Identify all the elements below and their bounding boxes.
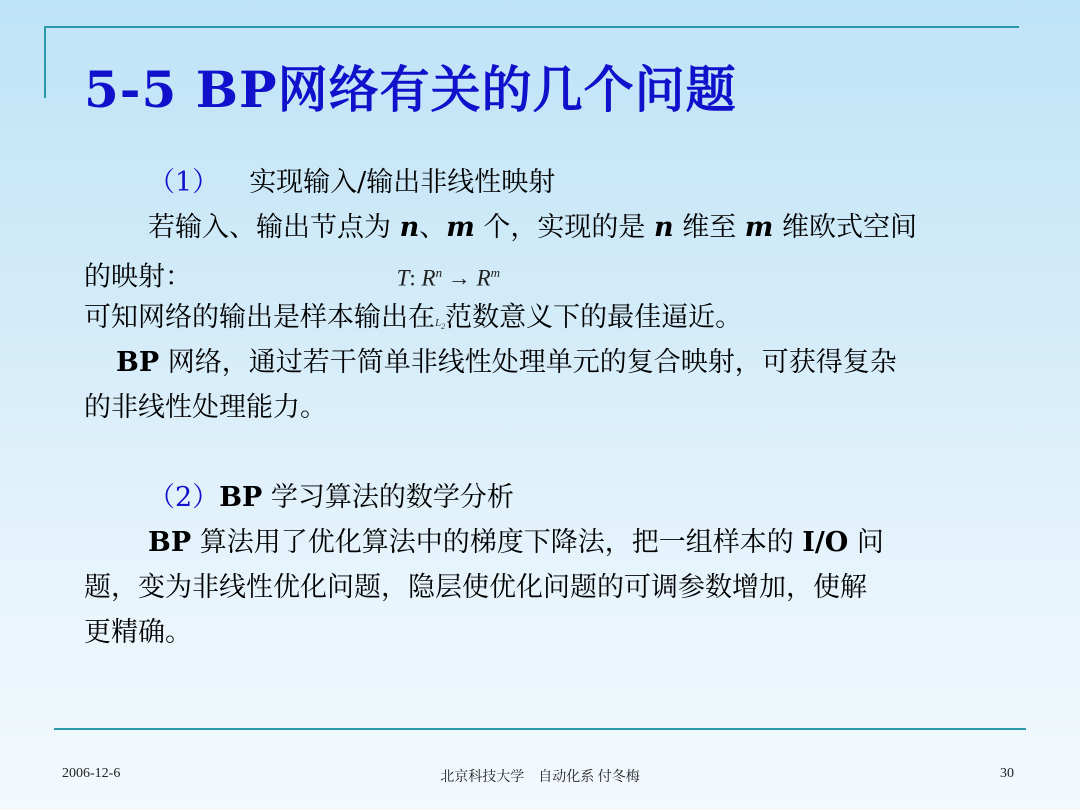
text-run: 题，变为非线性优化问题，隐层使优化问题的可调参数增加，使解 xyxy=(84,572,867,603)
formula-R: R xyxy=(421,265,436,291)
sec1-heading xyxy=(84,160,1014,205)
io-term: I/O xyxy=(802,527,849,558)
l2-subscript: 2 xyxy=(441,322,446,332)
text-run: 、 xyxy=(419,212,447,243)
text-run: 更精确。 xyxy=(84,617,192,648)
formula-arrow: → xyxy=(442,265,477,291)
var-n: n xyxy=(399,212,420,243)
text-run: 若输入、输出节点为 xyxy=(148,212,400,243)
sec1-para2 xyxy=(84,295,1014,340)
sec1-para1-line1 xyxy=(84,205,1014,250)
var-n: n xyxy=(653,212,674,243)
text-run: 个，实现的是 xyxy=(474,212,654,243)
text-run: 的非线性处理能力。 xyxy=(84,392,327,423)
text-run: 问 xyxy=(848,527,884,558)
bp-term: BP xyxy=(148,527,192,558)
l2-norm xyxy=(435,317,446,332)
l2-letter: L xyxy=(435,317,442,329)
text-run: 网络，通过若干简单非线性处理单元的复合映射，可获得复杂 xyxy=(159,347,897,378)
frame-top-line xyxy=(44,26,1019,28)
formula-exp-n: n xyxy=(435,265,443,280)
sec2-heading-number: （2） xyxy=(148,482,220,513)
formula-T: T xyxy=(396,265,410,291)
sec2-heading xyxy=(84,475,1014,520)
sec1-heading-number: （1） xyxy=(148,167,220,198)
text-run: 范数意义下的最佳逼近。 xyxy=(445,302,743,333)
section-spacer xyxy=(84,430,1014,475)
page-number: 30 xyxy=(1000,766,1014,781)
sec1-para3-line1 xyxy=(84,340,1014,385)
footer-institution: 北京科技大学 自动化系 付冬梅 xyxy=(440,770,640,785)
formula-colon: : xyxy=(409,265,422,291)
footer-rule xyxy=(54,728,1026,730)
bp-term: BP xyxy=(116,347,160,378)
sec2-para-line3 xyxy=(84,610,1014,655)
slide-body xyxy=(84,160,1014,655)
text-run: 维至 xyxy=(673,212,745,243)
text-run: 的映射： xyxy=(84,261,192,293)
var-m: m xyxy=(744,212,774,243)
bp-term: BP xyxy=(219,482,263,513)
sec1-heading-text: 实现输入/输出非线性映射 xyxy=(249,167,556,198)
sec2-heading-text: 学习算法的数学分析 xyxy=(262,482,514,513)
sec1-para1-line2 xyxy=(84,250,1014,295)
slide-title: 5-5 BP网络有关的几个问题 xyxy=(84,60,737,119)
sec1-para3-line2 xyxy=(84,385,1014,430)
text-run: 算法用了优化算法中的梯度下降法，把一组样本的 xyxy=(191,527,803,558)
sec2-para-line1 xyxy=(84,520,1014,565)
sec2-para-line2 xyxy=(84,565,1014,610)
footer-date: 2006-12-6 xyxy=(62,766,121,781)
formula-R: R xyxy=(476,265,491,291)
var-m: m xyxy=(446,212,475,243)
formula-exp-m: m xyxy=(490,265,501,280)
frame-left-line xyxy=(44,26,46,98)
text-run: 可知网络的输出是样本输出在 xyxy=(84,302,435,333)
mapping-formula xyxy=(397,250,500,301)
text-run: 维欧式空间 xyxy=(773,212,917,243)
